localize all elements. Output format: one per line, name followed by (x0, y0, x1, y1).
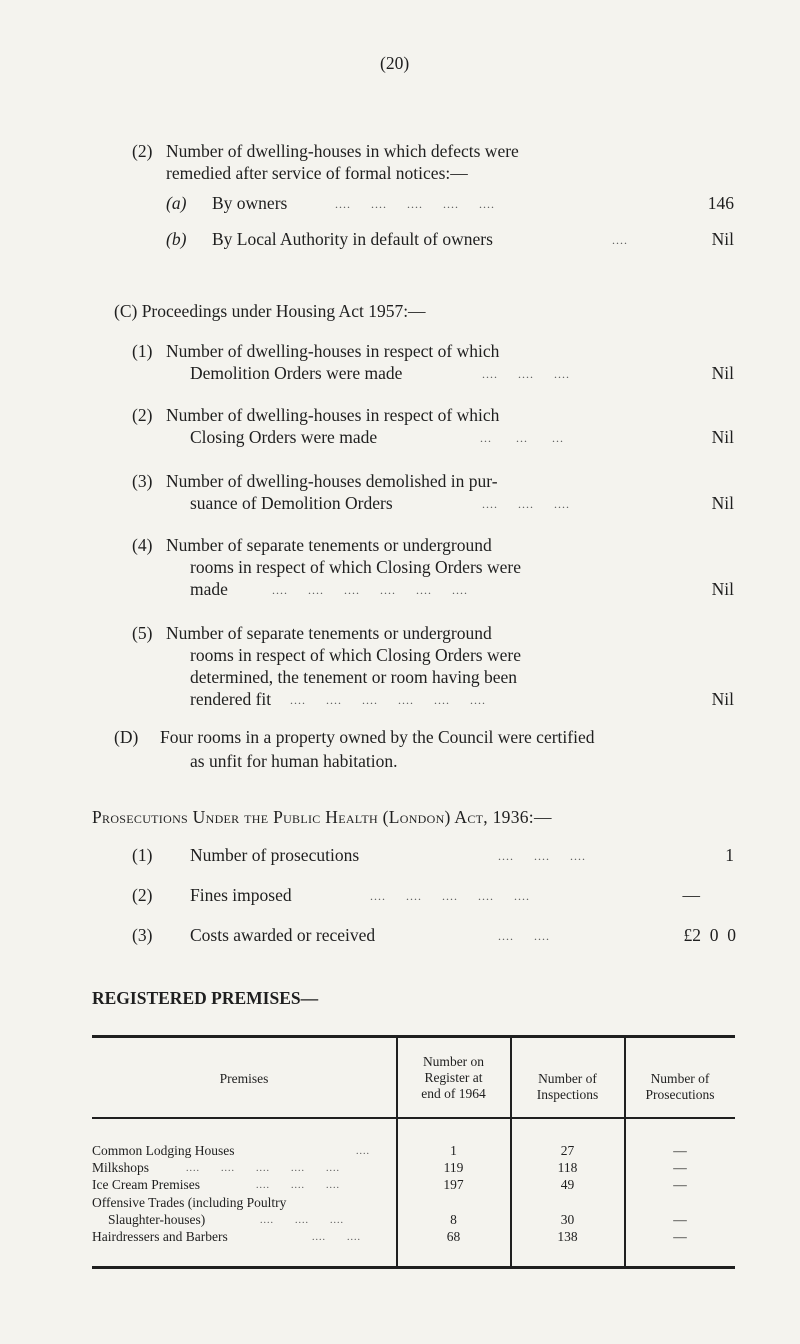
prosecutions-item1-number: (1) (132, 845, 153, 865)
sectionC-item2-line2: Closing Orders were made (190, 427, 378, 447)
sectionC-item1-value: Nil (711, 363, 734, 383)
prosecutions-item2-number: (2) (132, 885, 153, 905)
sectionC-item5-line3: determined, the tenement or room having been (190, 667, 518, 687)
sectionD-line2: as unfit for human habitation. (190, 751, 398, 771)
column-header-prosecutions (625, 1071, 735, 1103)
leader-dots: .... .... .... .... .... (186, 1163, 340, 1174)
section2-line2: remedied after service of formal notices:— (166, 163, 468, 183)
item-b-letter: (b) (166, 229, 187, 249)
sectionC-item3-line2: suance of Demolition Orders (190, 493, 393, 513)
table-cell-register: 8 (450, 1212, 457, 1227)
sectionC-item3-line1: Number of dwelling-houses demolished in pur- (166, 471, 498, 491)
table-cell-premises-line2: Slaughter-houses) (108, 1212, 206, 1227)
item-b-label: By Local Authority in default of owners (212, 229, 493, 249)
sectionC-item5-line4: rendered fit (190, 689, 272, 709)
table-cell-premises: Ice Cream Premises (92, 1177, 200, 1192)
sectionC-item4-line2: rooms in respect of which Closing Orders were (190, 557, 521, 577)
sectionD-line1: Four rooms in a property owned by the Council were certified (160, 727, 595, 747)
prosecutions-item2-label: Fines imposed (190, 885, 292, 905)
leader-dots: .... .... .... (482, 497, 570, 511)
table-cell-inspections: 30 (560, 1212, 575, 1227)
table-cell-premises: Common Lodging Houses (92, 1143, 235, 1158)
sectionC-item5-line1: Number of separate tenements or underground (166, 623, 492, 643)
sectionC-item4-number: (4) (132, 535, 153, 555)
column-header-inspections (511, 1071, 624, 1103)
sectionD-label: (D) (114, 727, 139, 747)
leader-dots: .... .... .... .... .... (370, 889, 530, 903)
leader-dots: .... (356, 1146, 370, 1157)
leader-dots: .... .... .... .... .... .... (272, 583, 468, 597)
table-cell-register: 197 (443, 1177, 464, 1192)
column-header-inspections-line: Number of (538, 1071, 597, 1086)
table-cell-premises: Offensive Trades (including Poultry (92, 1195, 287, 1210)
prosecutions-item3-number: (3) (132, 925, 153, 945)
column-header-prosecutions-line: Number of (650, 1071, 710, 1086)
prosecutions-heading: Prosecutions Under the Public Health (London) Act, 1936:— (92, 807, 552, 827)
sectionC-item4-line1: Number of separate tenements or underground (166, 535, 492, 555)
table-cell-inspections: 138 (557, 1229, 578, 1244)
table-cell-inspections: 49 (560, 1177, 575, 1192)
table-cell-premises: Hairdressers and Barbers (92, 1229, 228, 1244)
table-cell-premises: Milkshops (92, 1160, 150, 1175)
sectionC-item1-line2: Demolition Orders were made (190, 363, 403, 383)
table-cell-prosecutions: — (673, 1143, 687, 1158)
leader-dots: .... .... .... .... .... .... (290, 693, 486, 707)
section2-number: (2) (132, 141, 153, 161)
column-header-prosecutions-line: Prosecutions (645, 1087, 715, 1102)
registered-heading: REGISTERED PREMISES— (92, 988, 319, 1008)
sectionC-item3-value: Nil (711, 493, 734, 513)
prosecutions-item1-label: Number of prosecutions (190, 845, 360, 865)
table-bottom-rule (92, 1266, 735, 1269)
leader-dots: .... .... .... (498, 849, 586, 863)
table-cell-register: 68 (446, 1229, 461, 1244)
sectionC-item1-line1: Number of dwelling-houses in respect of which (166, 341, 500, 361)
column-header-register-line: Register at (424, 1070, 483, 1085)
leader-dots: .... .... .... .... .... (335, 197, 495, 211)
prosecutions-item1-value: 1 (725, 845, 734, 865)
sectionC-item4-value: Nil (711, 579, 734, 599)
sectionC-heading: (C) Proceedings under Housing Act 1957:— (114, 301, 426, 321)
table-cell-inspections: 118 (557, 1160, 578, 1175)
table-cell-prosecutions: — (673, 1229, 687, 1244)
table-cell-register: 119 (443, 1160, 464, 1175)
column-header-premises: Premises (219, 1071, 269, 1086)
table-cell-prosecutions: — (673, 1177, 687, 1192)
column-header-inspections-line: Inspections (536, 1087, 599, 1102)
leader-dots: ... ... ... (480, 431, 564, 445)
leader-dots: .... .... .... (260, 1215, 344, 1226)
prosecutions-item2-value: — (682, 885, 700, 905)
table-cell-prosecutions: — (673, 1212, 687, 1227)
item-b-value: Nil (711, 229, 734, 249)
item-a-label: By owners (212, 193, 288, 213)
sectionC-item1-number: (1) (132, 341, 153, 361)
sectionC-item2-number: (2) (132, 405, 153, 425)
sectionC-item5-value: Nil (711, 689, 734, 709)
sectionC-item5-number: (5) (132, 623, 153, 643)
section2-line1: Number of dwelling-houses in which defects were (166, 141, 519, 161)
table-cell-inspections: 27 (560, 1143, 575, 1158)
table-header-rule (92, 1117, 735, 1119)
page-number: (20) (380, 53, 410, 73)
leader-dots: .... .... (498, 929, 550, 943)
item-a-letter: (a) (166, 193, 187, 213)
sectionC-item4-line3: made (190, 579, 228, 599)
prosecutions-item3-value: £2 0 0 (683, 925, 736, 945)
leader-dots: .... .... .... (256, 1180, 340, 1191)
table-cell-prosecutions: — (673, 1160, 687, 1175)
table-cell-register: 1 (450, 1143, 457, 1158)
column-header-register (397, 1054, 510, 1102)
sectionC-item2-line1: Number of dwelling-houses in respect of which (166, 405, 500, 425)
column-header-register-line: end of 1964 (421, 1086, 486, 1101)
leader-dots: .... .... (312, 1232, 361, 1243)
leader-dots: .... (612, 233, 628, 247)
sectionC-item2-value: Nil (711, 427, 734, 447)
leader-dots: .... .... .... (482, 367, 570, 381)
column-header-register-line: Number on (422, 1054, 485, 1069)
table-top-rule (92, 1035, 735, 1038)
sectionC-item5-line2: rooms in respect of which Closing Orders were (190, 645, 521, 665)
item-a-value: 146 (707, 193, 734, 213)
prosecutions-item3-label: Costs awarded or received (190, 925, 376, 945)
sectionC-item3-number: (3) (132, 471, 153, 491)
